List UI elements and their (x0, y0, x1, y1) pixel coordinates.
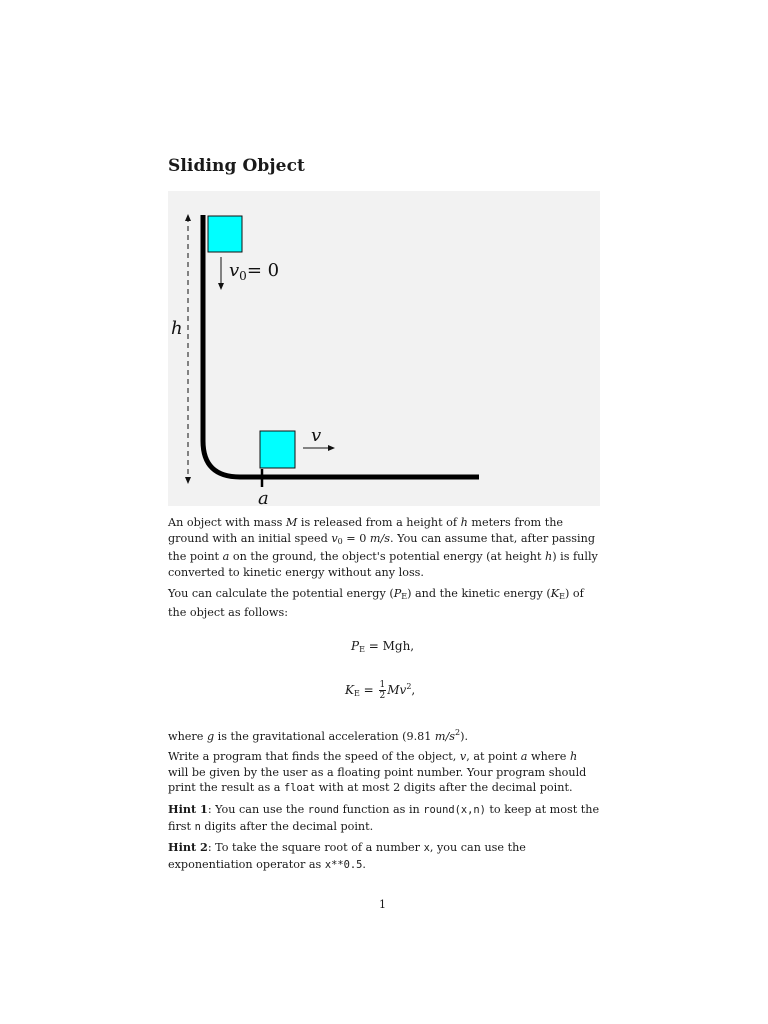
bottom-block (260, 431, 295, 468)
label-h: h (171, 318, 183, 339)
fraction-one-half: $\frac{1}{2}$ (379, 680, 386, 701)
label-a: a (258, 488, 269, 506)
top-block (208, 216, 242, 252)
paragraph-gravity: where g is the gravitational acceleration (9.81 $m/s^2$). (168, 728, 469, 743)
hint-1: Hint 1: You can use the round function as in round(x,n) to keep at most the first n digits after the decimal point. (168, 802, 600, 833)
paragraph-intro: An object with mass M is released from a height of h meters from the ground with an initial speed $v_0 = 0$ m/s. You can assume that, after passing the point a on the ground, the object's potential energy (at height h) is fully converted to kinetic energy without any loss. (168, 516, 598, 580)
slide-track (203, 215, 479, 477)
figure-drawing (168, 191, 600, 506)
page-number: 1 (379, 898, 386, 911)
sliding-object-figure (168, 191, 600, 506)
equation-potential-energy: $P_E$ = Mgh, (351, 639, 415, 654)
section-title: Sliding Object (168, 156, 305, 176)
paragraph-energy: You can calculate the potential energy $(P_E)$ and the kinetic energy $(K_E)$ of the object as follows: (168, 587, 584, 619)
equation-kinetic-energy: $K_E$ = $\frac{1}{2}$ Mv$^2$, (345, 680, 416, 701)
hint-2: Hint 2: To take the square root of a number x, you can use the exponentiation operator as x**0.5. (168, 840, 526, 871)
paragraph-task: Write a program that finds the speed of the object, v, at point a where h will be given by the user as a floating point number. Your program should print the result as a float with at most 2 digits after the decimal point. (168, 750, 587, 795)
label-v0: $v_0= 0$ (229, 260, 280, 283)
label-v: v (311, 425, 322, 446)
